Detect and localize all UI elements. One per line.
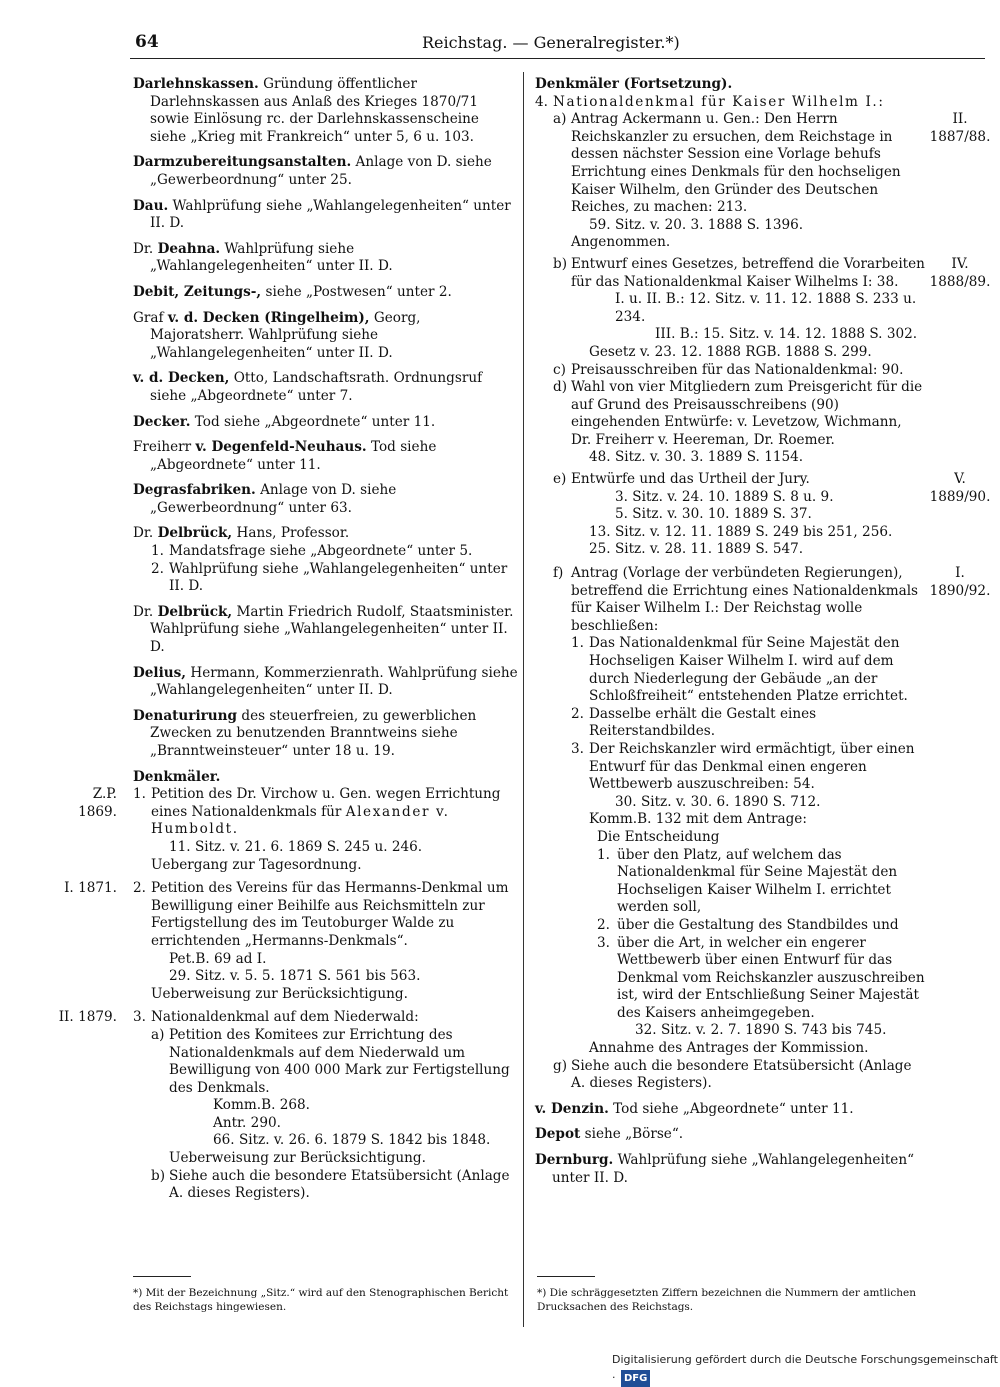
entry-keyword: Deahna. <box>157 240 221 257</box>
entry-text: Martin Friedrich Rudolf, Staatsminister. Wahlprüfung siehe „Wahlangelegenheiten“ unter II. D. <box>150 603 514 656</box>
result-text: Ueberweisung zur Berücksichtigung. <box>151 985 408 1002</box>
entry-denaturirung <box>133 708 518 761</box>
session-ref: 5. Sitz. v. 30. 10. 1889 S. 37. <box>615 506 812 523</box>
entry-text: Hans, Professor. <box>236 525 350 542</box>
entry-keyword: v. d. Decken, <box>133 370 230 387</box>
entry-text: Tod siehe „Abgeordnete“ unter 11. <box>613 1100 854 1117</box>
entry-delbrueck-hans <box>133 525 518 595</box>
session-ref: 29. Sitz. v. 5. 5. 1871 S. 561 bis 563. <box>169 968 421 985</box>
footnote-rule <box>537 1276 595 1277</box>
list-item: 2. Wahlprüfung siehe „Wahlangelegenheiten“ unter II. D. <box>151 560 508 595</box>
page-header-title: Reichstag. — Generalregister.*) <box>422 33 680 52</box>
entry-keyword: v. Degenfeld-Neuhaus. <box>195 439 367 456</box>
entry-text: Anlage von D. siehe „Gewerbeordnung“ unter 63. <box>150 482 397 516</box>
list-item: 2. über die Gestaltung des Standbildes und <box>597 916 899 933</box>
column-divider <box>523 72 524 1327</box>
list-item: II. 1887/88. a) Antrag Ackermann u. Gen.: Den Herrn Reichskanzler zu ersuchen, dem Reichstage in dessen nächster Session eine Vorlage behufs Errichtung eines Denkmals für den hochseligen Kaiser Wilhelm, den Gründer des Deutschen Reiches, zu machen: 213. <box>535 111 987 217</box>
reading-ref: I. u. II. B.: 12. Sitz. v. 11. 12. 1888 S. 233 u. 234. <box>615 291 917 325</box>
entry-dernburg <box>535 1152 987 1187</box>
left-column <box>58 76 518 1211</box>
entry-keyword: Degrasfabriken. <box>133 482 256 499</box>
entry-text: Tod siehe „Abgeordnete“ unter 11. <box>194 413 436 430</box>
entry-decken-otto <box>133 370 518 405</box>
result-text: Angenommen. <box>571 234 671 251</box>
list-item: c) Preisausschreiben für das Nationaldenkmal: 90. <box>553 361 904 378</box>
session-ref: 30. Sitz. v. 30. 6. 1890 S. 712. <box>615 793 821 810</box>
list-item: Z.P. 1869. 1. Petition des Dr. Virchow u. Gen. wegen Errichtung eines Nationaldenkmals für Alexander v. Humboldt. <box>133 786 518 839</box>
entry-text: Otto, Landschaftsrath. Ordnungsruf siehe „Abgeordnete“ unter 7. <box>150 370 483 404</box>
list-item: g) Siehe auch die besondere Etatsübersicht (Anlage A. dieses Registers). <box>553 1057 912 1092</box>
entry-deahna <box>133 241 518 276</box>
list-item: 1. Mandatsfrage siehe „Abgeordnete“ unter 5. <box>151 543 473 560</box>
list-item: 1. über den Platz, auf welchem das Nationaldenkmal für Seine Majestät den Hochseligen Kaiser Wilhelm I. errichtet werden soll, <box>597 846 898 916</box>
right-column <box>535 76 991 1195</box>
entry-delius <box>133 665 518 700</box>
dfg-logo: DFG <box>621 1370 650 1387</box>
law-ref: Gesetz v. 23. 12. 1888 RGB. 1888 S. 299. <box>589 343 872 360</box>
entry-prefix: Dr. <box>133 525 154 542</box>
entry-keyword: Debit, Zeitungs-, <box>133 283 262 300</box>
entry-keyword: Dernburg. <box>535 1152 614 1169</box>
committee-ref: Komm.B. 132 mit dem Antrage: <box>589 811 807 828</box>
list-item: b) Siehe auch die besondere Etatsübersicht (Anlage A. dieses Registers). <box>151 1167 510 1202</box>
result-text: Uebergang zur Tagesordnung. <box>151 856 362 873</box>
entry-degenfeld <box>133 439 518 474</box>
margin-note: II. 1879. <box>58 1009 117 1026</box>
entry-text: Georg, Majoratsherr. Wahlprüfung siehe „Wahlangelegenheiten“ unter II. D. <box>150 309 421 361</box>
digitization-credit <box>612 1351 1000 1387</box>
session-ref: 66. Sitz. v. 26. 6. 1879 S. 1842 bis 1848. <box>213 1132 491 1149</box>
entry-keyword: v. d. Decken (Ringelheim), <box>167 309 370 326</box>
document-ref: Antr. 290. <box>213 1114 281 1131</box>
entry-text: Wahlprüfung siehe „Wahlangelegenheiten“ unter II. D. <box>150 240 393 275</box>
margin-note: V. 1889/90. <box>929 471 991 505</box>
entry-text: Wahlprüfung siehe „Wahlangelegenheiten“ unter II. D. <box>552 1152 915 1186</box>
entry-keyword: Darlehnskassen. <box>133 76 259 92</box>
list-item: 1. Das Nationaldenkmal für Seine Majestät den Hochseligen Kaiser Wilhelm I. wird auf dem durch Niederlegung der Gebäude „an der Schloßfreiheit“ entstehenden Platze errichtet. <box>571 635 908 705</box>
list-item: 4. Nationaldenkmal für Kaiser Wilhelm I.: <box>535 93 885 110</box>
list-item: a) Petition des Komitees zur Errichtung des Nationaldenkmals auf dem Niederwald um Bewilligung von 400 000 Mark zur Fertigstellung des Denkmals. <box>151 1026 510 1096</box>
entry-decken-graf <box>133 310 518 363</box>
margin-note: IV. 1888/89. <box>929 255 991 290</box>
entry-keyword: Delbrück, <box>157 603 233 620</box>
header-rule <box>130 58 985 59</box>
entry-keyword: Dau. <box>133 197 169 214</box>
credit-text: Digitalisierung gefördert durch die Deutsche Forschungsgemeinschaft · <box>612 1353 998 1384</box>
page-number: 64 <box>135 32 159 52</box>
reading-ref: III. B.: 15. Sitz. v. 14. 12. 1888 S. 302. <box>655 326 918 343</box>
list-item: d) Wahl von vier Mitgliedern zum Preisgericht für die auf Grund des Preisausschreibens (90) eingehenden Entwürfe: v. Levetzow, Wichmann, Dr. Freiherr v. Heereman, Dr. Roemer. <box>553 379 923 448</box>
list-item: I. 1871. 2. Petition des Vereins für das Hermanns-Denkmal um Bewilligung einer Beihilfe aus Reichsmitteln zur Fertigstellung des im Teutoburger Walde zu errichtenden „Hermanns-Denkmals“. <box>133 880 518 950</box>
session-ref: 25. Sitz. v. 28. 11. 1889 S. 547. <box>589 541 804 558</box>
entry-prefix: Dr. <box>133 603 154 620</box>
entry-denzin <box>535 1101 987 1119</box>
list-item: 3. Der Reichskanzler wird ermächtigt, über einen Entwurf für das Denkmal einen engeren Wettbewerb auszuschreiben: 54. <box>571 740 915 793</box>
entry-keyword: Delius, <box>133 664 187 681</box>
session-ref: 48. Sitz. v. 30. 3. 1889 S. 1154. <box>589 449 804 466</box>
entry-keyword: v. Denzin. <box>535 1100 609 1117</box>
document-ref: Pet.B. 69 ad I. <box>169 950 267 967</box>
margin-note: I. 1890/92. <box>929 565 991 599</box>
document-ref: Komm.B. 268. <box>213 1097 310 1114</box>
entry-dau <box>133 198 518 233</box>
committee-intro: Die Entscheidung <box>597 828 720 845</box>
continuation-heading: Denkmäler (Fortsetzung). <box>535 76 733 92</box>
list-item: IV. 1888/89. b) Entwurf eines Gesetzes, betreffend die Vorarbeiten für das Nationaldenkmal Kaiser Wilhelms I: 38. <box>535 256 987 291</box>
entry-keyword: Delbrück, <box>157 525 233 542</box>
footnote-left: *) Mit der Bezeichnung „Sitz.“ wird auf den Stenographischen Bericht des Reichstags hingewiesen. <box>133 1287 509 1313</box>
entry-text: Tod siehe „Abgeordnete“ unter 11. <box>150 439 437 473</box>
entry-keyword: Denkmäler. <box>133 768 221 785</box>
session-ref: 32. Sitz. v. 2. 7. 1890 S. 743 bis 745. <box>635 1022 887 1039</box>
entry-depot <box>535 1126 987 1144</box>
entry-text: des steuerfreien, zu gewerblichen Zwecken zu benutzenden Branntweins siehe „Branntweinsteuer“ unter 18 u. 19. <box>150 707 477 759</box>
session-ref: 11. Sitz. v. 21. 6. 1869 S. 245 u. 246. <box>169 838 423 855</box>
entry-prefix: Freiherr <box>133 439 192 456</box>
list-item: 3. über die Art, in welcher ein engerer Wettbewerb über einen Entwurf für das Denkmal vom Reichskanzler auszuschreiben ist, wird der Entschließung Seiner Majestät des Kaisers anheimgegeben. <box>597 934 925 1021</box>
list-item: I. 1890/92. f) Antrag (Vorlage der verbündeten Regierungen), betreffend die Errichtung eines Nationaldenkmals für Kaiser Wilhelm I.: Der Reichstag wolle beschließen: <box>535 565 987 635</box>
result-text: Ueberweisung zur Berücksichtigung. <box>169 1150 426 1167</box>
footnote-right: *) Die schräggesetzten Ziffern bezeichnen die Nummern der amtlichen Drucksachen des Reichstags. <box>537 1287 916 1313</box>
result-text: Annahme des Antrages der Kommission. <box>589 1040 869 1057</box>
session-ref: 13. Sitz. v. 12. 11. 1889 S. 249 bis 251, 256. <box>589 523 893 540</box>
entry-keyword: Denaturirung <box>133 707 238 724</box>
entry-prefix: Graf <box>133 309 164 326</box>
entry-keyword: Depot <box>535 1126 581 1143</box>
list-item: 2. Dasselbe erhält die Gestalt eines Reiterstandbildes. <box>571 705 817 740</box>
entry-decker <box>133 414 518 432</box>
entry-darmzubereitung <box>133 154 518 189</box>
entry-debit <box>133 284 518 302</box>
entry-degrasfabriken <box>133 482 518 517</box>
entry-text: Anlage von D. siehe „Gewerbeordnung“ unter 25. <box>150 154 492 188</box>
session-ref: 59. Sitz. v. 20. 3. 1888 S. 1396. <box>589 216 804 233</box>
list-item: II. 1879. 3. Nationaldenkmal auf dem Niederwald: <box>133 1009 518 1027</box>
margin-note: I. 1871. <box>64 880 117 897</box>
entry-text: siehe „Börse“. <box>584 1126 684 1143</box>
entry-text: Wahlprüfung siehe „Wahlangelegenheiten“ unter II. D. <box>150 197 511 232</box>
entry-text: Gründung öffentlicher Darlehnskassen aus Anlaß des Krieges 1870/71 sowie Einlösung rc. der Darlehnskassenscheine siehe „Krieg mit Frankreich“ unter 5, 6 u. 103. <box>150 76 479 145</box>
session-ref: 3. Sitz. v. 24. 10. 1889 S. 8 u. 9. <box>615 488 834 505</box>
entry-darlehnskassen <box>133 76 518 146</box>
entry-keyword: Decker. <box>133 413 191 430</box>
entry-delbrueck-martin <box>133 604 518 657</box>
margin-note: II. 1887/88. <box>929 111 991 145</box>
entry-text: Hermann, Kommerzienrath. Wahlprüfung siehe „Wahlangelegenheiten“ unter II. D. <box>150 664 518 699</box>
entry-keyword: Darmzubereitungsanstalten. <box>133 154 352 171</box>
entry-prefix: Dr. <box>133 240 154 257</box>
margin-note: Z.P. 1869. <box>78 786 117 820</box>
footnote-rule <box>133 1276 191 1277</box>
list-item: V. 1889/90. e) Entwürfe und das Urtheil der Jury. <box>535 471 987 489</box>
entry-denkmaeler <box>58 768 518 1203</box>
entry-text: siehe „Postwesen“ unter 2. <box>265 283 452 300</box>
